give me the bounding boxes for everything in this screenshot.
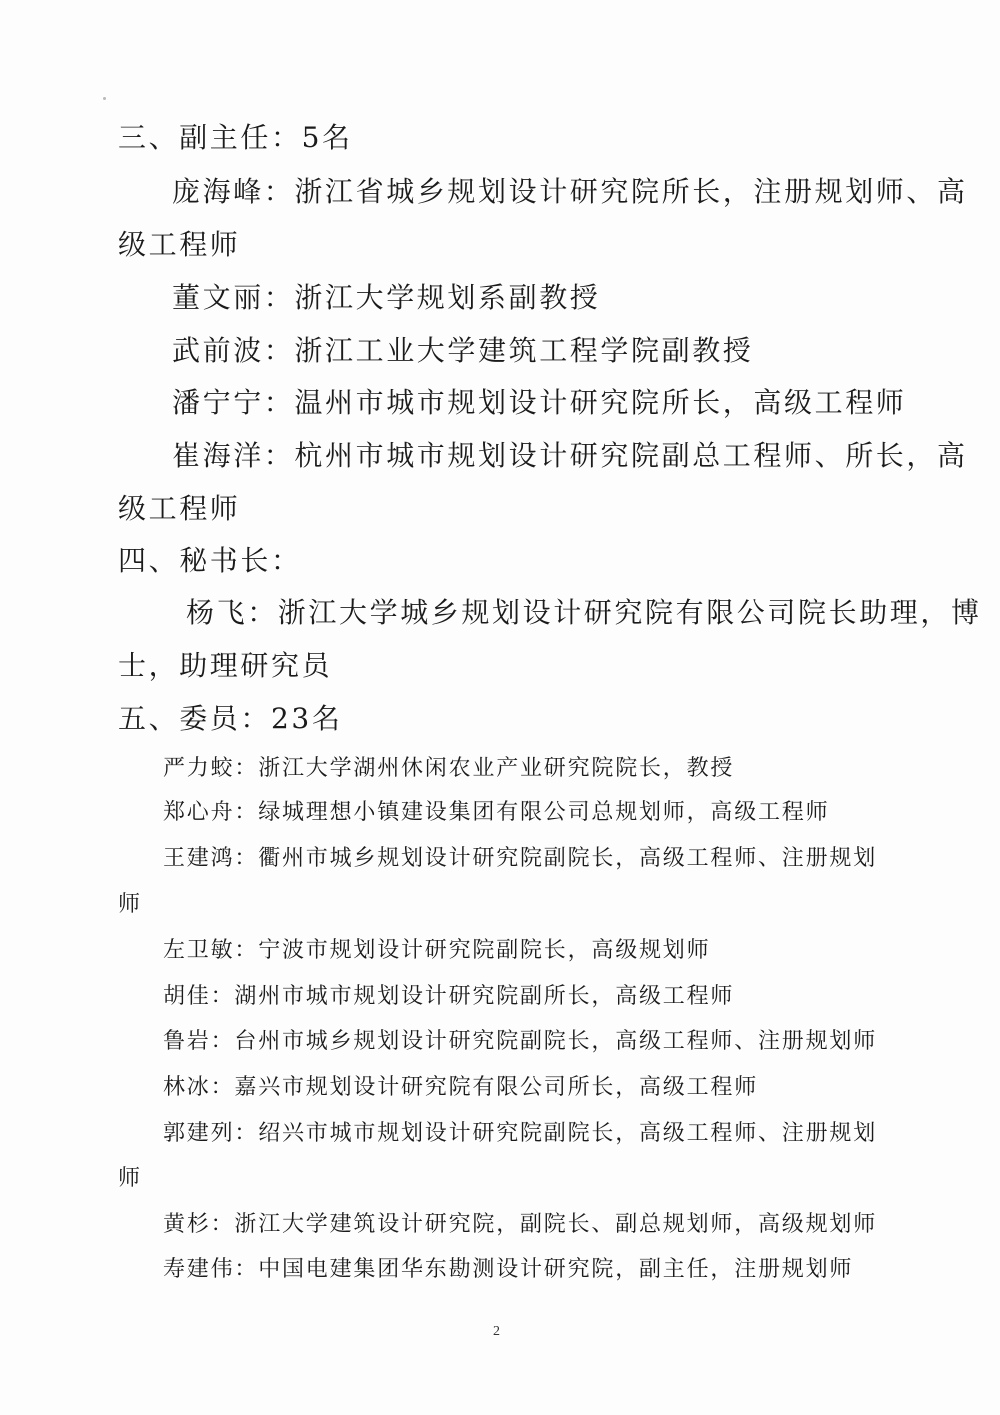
section-heading-secretary: 四、秘书长：	[118, 544, 302, 577]
member-entry-continuation: 师	[118, 1166, 142, 1191]
member-entry: 董文丽：浙江大学规划系副教授	[172, 281, 601, 314]
member-entry: 杨飞：浙江大学城乡规划设计研究院有限公司院长助理，博	[186, 596, 982, 629]
member-entry: 黄杉：浙江大学建筑设计研究院，副院长、副总规划师，高级规划师	[163, 1212, 878, 1237]
member-entry-continuation: 级工程师	[118, 492, 241, 525]
member-entry-continuation: 级工程师	[118, 228, 241, 261]
member-entry: 左卫敏：宁波市规划设计研究院副院长，高级规划师	[163, 938, 711, 963]
section-heading-committee: 五、委员：23名	[118, 702, 343, 735]
member-entry: 武前波：浙江工业大学建筑工程学院副教授	[172, 334, 754, 367]
page-number: 2	[493, 1324, 500, 1339]
member-entry: 王建鸿：衢州市城乡规划设计研究院副院长，高级工程师、注册规划	[163, 846, 878, 871]
member-entry-continuation: 士，助理研究员	[118, 649, 333, 682]
scan-speck	[103, 97, 106, 100]
member-entry: 郑心舟：绿城理想小镇建设集团有限公司总规划师，高级工程师	[163, 800, 830, 825]
member-entry: 郭建列：绍兴市城市规划设计研究院副院长，高级工程师、注册规划	[163, 1121, 878, 1146]
member-entry-continuation: 师	[118, 892, 142, 917]
section-heading-vice-directors: 三、副主任：5名	[118, 121, 353, 154]
member-entry: 庞海峰：浙江省城乡规划设计研究院所长，注册规划师、高	[172, 175, 968, 208]
member-entry: 胡佳：湖州市城市规划设计研究院副所长，高级工程师	[163, 984, 735, 1009]
member-entry: 崔海洋：杭州市城市规划设计研究院副总工程师、所长，高	[172, 439, 968, 472]
member-entry: 严力蛟：浙江大学湖州休闲农业产业研究院院长，教授	[163, 756, 735, 781]
member-entry: 林冰：嘉兴市规划设计研究院有限公司所长，高级工程师	[163, 1075, 759, 1100]
member-entry: 寿建伟：中国电建集团华东勘测设计研究院，副主任，注册规划师	[163, 1257, 854, 1282]
member-entry: 潘宁宁：温州市城市规划设计研究院所长，高级工程师	[172, 386, 907, 419]
member-entry: 鲁岩：台州市城乡规划设计研究院副院长，高级工程师、注册规划师	[163, 1029, 878, 1054]
